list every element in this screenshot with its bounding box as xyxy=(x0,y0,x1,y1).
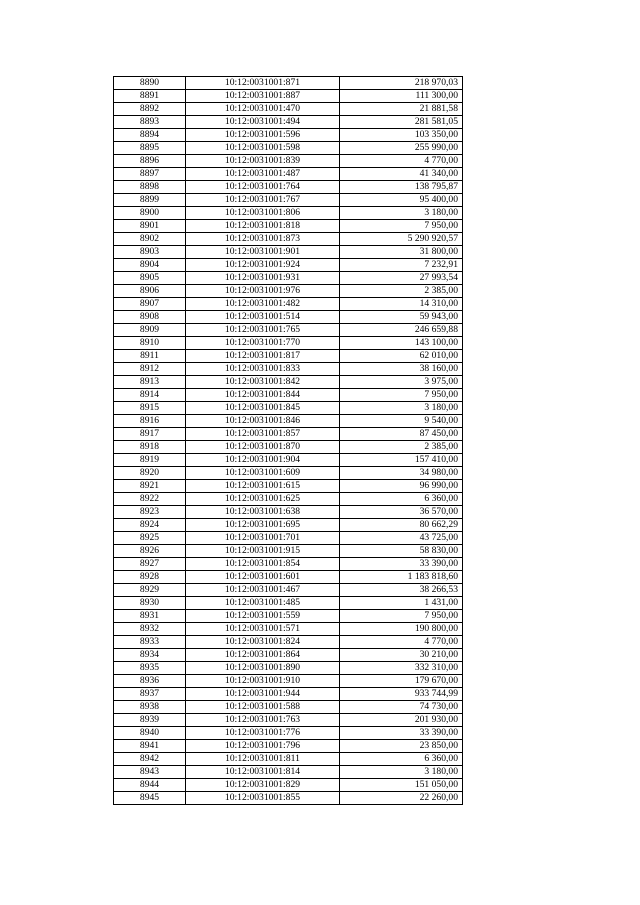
cadastral-number: 10:12:0031001:598 xyxy=(186,142,340,155)
table-row xyxy=(114,584,463,597)
row-number: 8906 xyxy=(114,285,186,298)
row-number: 8938 xyxy=(114,701,186,714)
table-row xyxy=(114,623,463,636)
row-number: 8903 xyxy=(114,246,186,259)
row-number: 8935 xyxy=(114,662,186,675)
cadastral-value: 41 340,00 xyxy=(340,168,463,181)
cadastral-value: 23 850,00 xyxy=(340,740,463,753)
cadastral-value: 179 670,00 xyxy=(340,675,463,688)
table-row xyxy=(114,610,463,623)
table-row xyxy=(114,402,463,415)
cadastral-number: 10:12:0031001:887 xyxy=(186,90,340,103)
table-row xyxy=(114,428,463,441)
row-number: 8932 xyxy=(114,623,186,636)
table-row xyxy=(114,571,463,584)
table-row xyxy=(114,220,463,233)
row-number: 8929 xyxy=(114,584,186,597)
cadastral-value: 80 662,29 xyxy=(340,519,463,532)
cadastral-number: 10:12:0031001:596 xyxy=(186,129,340,142)
cadastral-value: 933 744,99 xyxy=(340,688,463,701)
row-number: 8913 xyxy=(114,376,186,389)
table-row xyxy=(114,116,463,129)
table-row xyxy=(114,688,463,701)
row-number: 8936 xyxy=(114,675,186,688)
cadastral-number: 10:12:0031001:931 xyxy=(186,272,340,285)
cadastral-value: 7 950,00 xyxy=(340,220,463,233)
cadastral-value: 34 980,00 xyxy=(340,467,463,480)
cadastral-value: 157 410,00 xyxy=(340,454,463,467)
row-number: 8945 xyxy=(114,792,186,805)
row-number: 8893 xyxy=(114,116,186,129)
cadastral-value: 9 540,00 xyxy=(340,415,463,428)
table-row xyxy=(114,662,463,675)
table-row xyxy=(114,129,463,142)
row-number: 8901 xyxy=(114,220,186,233)
cadastral-value: 22 260,00 xyxy=(340,792,463,805)
table-row xyxy=(114,714,463,727)
cadastral-value: 2 385,00 xyxy=(340,285,463,298)
row-number: 8920 xyxy=(114,467,186,480)
row-number: 8923 xyxy=(114,506,186,519)
table-row xyxy=(114,740,463,753)
row-number: 8915 xyxy=(114,402,186,415)
cadastral-value: 3 975,00 xyxy=(340,376,463,389)
table-row xyxy=(114,506,463,519)
cadastral-number: 10:12:0031001:845 xyxy=(186,402,340,415)
cadastral-value: 74 730,00 xyxy=(340,701,463,714)
cadastral-number: 10:12:0031001:873 xyxy=(186,233,340,246)
table-row xyxy=(114,753,463,766)
cadastral-number: 10:12:0031001:609 xyxy=(186,467,340,480)
row-number: 8905 xyxy=(114,272,186,285)
cadastral-value: 1 431,00 xyxy=(340,597,463,610)
row-number: 8919 xyxy=(114,454,186,467)
cadastral-value: 3 180,00 xyxy=(340,402,463,415)
cadastral-value: 6 360,00 xyxy=(340,493,463,506)
cadastral-number: 10:12:0031001:765 xyxy=(186,324,340,337)
table-row xyxy=(114,168,463,181)
cadastral-number: 10:12:0031001:842 xyxy=(186,376,340,389)
row-number: 8914 xyxy=(114,389,186,402)
cadastral-number: 10:12:0031001:770 xyxy=(186,337,340,350)
row-number: 8891 xyxy=(114,90,186,103)
table-row xyxy=(114,532,463,545)
table-row xyxy=(114,454,463,467)
table-row xyxy=(114,480,463,493)
cadastral-value: 3 180,00 xyxy=(340,766,463,779)
row-number: 8922 xyxy=(114,493,186,506)
table-row xyxy=(114,311,463,324)
cadastral-number: 10:12:0031001:915 xyxy=(186,545,340,558)
table-row xyxy=(114,558,463,571)
table-row xyxy=(114,792,463,805)
row-number: 8907 xyxy=(114,298,186,311)
cadastral-number: 10:12:0031001:818 xyxy=(186,220,340,233)
cadastral-number: 10:12:0031001:482 xyxy=(186,298,340,311)
cadastral-number: 10:12:0031001:763 xyxy=(186,714,340,727)
cadastral-number: 10:12:0031001:638 xyxy=(186,506,340,519)
cadastral-value: 1 183 818,60 xyxy=(340,571,463,584)
cadastral-number: 10:12:0031001:844 xyxy=(186,389,340,402)
table-row xyxy=(114,285,463,298)
cadastral-number: 10:12:0031001:846 xyxy=(186,415,340,428)
table-row xyxy=(114,493,463,506)
cadastral-value: 36 570,00 xyxy=(340,506,463,519)
table-row xyxy=(114,376,463,389)
cadastral-number: 10:12:0031001:871 xyxy=(186,77,340,90)
cadastral-number: 10:12:0031001:615 xyxy=(186,480,340,493)
row-number: 8904 xyxy=(114,259,186,272)
cadastral-value: 190 800,00 xyxy=(340,623,463,636)
row-number: 8892 xyxy=(114,103,186,116)
table-row xyxy=(114,389,463,402)
cadastral-value: 332 310,00 xyxy=(340,662,463,675)
cadastral-value-table xyxy=(113,76,463,805)
table-row xyxy=(114,207,463,220)
row-number: 8899 xyxy=(114,194,186,207)
cadastral-value: 255 990,00 xyxy=(340,142,463,155)
cadastral-value: 14 310,00 xyxy=(340,298,463,311)
cadastral-number: 10:12:0031001:833 xyxy=(186,363,340,376)
cadastral-value: 4 770,00 xyxy=(340,155,463,168)
cadastral-number: 10:12:0031001:485 xyxy=(186,597,340,610)
cadastral-number: 10:12:0031001:829 xyxy=(186,779,340,792)
row-number: 8941 xyxy=(114,740,186,753)
row-number: 8909 xyxy=(114,324,186,337)
table-row xyxy=(114,727,463,740)
cadastral-value: 2 385,00 xyxy=(340,441,463,454)
cadastral-number: 10:12:0031001:910 xyxy=(186,675,340,688)
cadastral-number: 10:12:0031001:854 xyxy=(186,558,340,571)
cadastral-number: 10:12:0031001:890 xyxy=(186,662,340,675)
cadastral-value: 38 266,53 xyxy=(340,584,463,597)
cadastral-number: 10:12:0031001:588 xyxy=(186,701,340,714)
row-number: 8921 xyxy=(114,480,186,493)
cadastral-value: 95 400,00 xyxy=(340,194,463,207)
cadastral-value: 58 830,00 xyxy=(340,545,463,558)
cadastral-number: 10:12:0031001:701 xyxy=(186,532,340,545)
cadastral-number: 10:12:0031001:817 xyxy=(186,350,340,363)
cadastral-value: 62 010,00 xyxy=(340,350,463,363)
cadastral-value: 6 360,00 xyxy=(340,753,463,766)
row-number: 8900 xyxy=(114,207,186,220)
cadastral-number: 10:12:0031001:559 xyxy=(186,610,340,623)
cadastral-value: 246 659,88 xyxy=(340,324,463,337)
row-number: 8930 xyxy=(114,597,186,610)
row-number: 8910 xyxy=(114,337,186,350)
row-number: 8939 xyxy=(114,714,186,727)
cadastral-number: 10:12:0031001:839 xyxy=(186,155,340,168)
cadastral-number: 10:12:0031001:514 xyxy=(186,311,340,324)
table-body xyxy=(114,77,463,805)
cadastral-number: 10:12:0031001:924 xyxy=(186,259,340,272)
row-number: 8924 xyxy=(114,519,186,532)
cadastral-value: 4 770,00 xyxy=(340,636,463,649)
cadastral-value: 21 881,58 xyxy=(340,103,463,116)
table-row xyxy=(114,298,463,311)
cadastral-value: 103 350,00 xyxy=(340,129,463,142)
cadastral-value: 143 100,00 xyxy=(340,337,463,350)
cadastral-value: 87 450,00 xyxy=(340,428,463,441)
row-number: 8933 xyxy=(114,636,186,649)
table-row xyxy=(114,441,463,454)
cadastral-number: 10:12:0031001:814 xyxy=(186,766,340,779)
cadastral-value: 3 180,00 xyxy=(340,207,463,220)
cadastral-number: 10:12:0031001:601 xyxy=(186,571,340,584)
table-row xyxy=(114,181,463,194)
table-row xyxy=(114,90,463,103)
table-row xyxy=(114,233,463,246)
row-number: 8934 xyxy=(114,649,186,662)
table-row xyxy=(114,337,463,350)
cadastral-value: 5 290 920,57 xyxy=(340,233,463,246)
cadastral-value: 151 050,00 xyxy=(340,779,463,792)
cadastral-value: 33 390,00 xyxy=(340,727,463,740)
cadastral-value: 281 581,05 xyxy=(340,116,463,129)
table-row xyxy=(114,155,463,168)
table-row xyxy=(114,545,463,558)
table-row xyxy=(114,259,463,272)
row-number: 8902 xyxy=(114,233,186,246)
cadastral-value: 218 970,03 xyxy=(340,77,463,90)
cadastral-number: 10:12:0031001:864 xyxy=(186,649,340,662)
table-row xyxy=(114,363,463,376)
cadastral-value: 138 795,87 xyxy=(340,181,463,194)
cadastral-number: 10:12:0031001:806 xyxy=(186,207,340,220)
table-row xyxy=(114,415,463,428)
cadastral-value: 27 993,54 xyxy=(340,272,463,285)
row-number: 8911 xyxy=(114,350,186,363)
cadastral-number: 10:12:0031001:857 xyxy=(186,428,340,441)
table-row xyxy=(114,350,463,363)
cadastral-value: 111 300,00 xyxy=(340,90,463,103)
cadastral-number: 10:12:0031001:467 xyxy=(186,584,340,597)
cadastral-number: 10:12:0031001:764 xyxy=(186,181,340,194)
cadastral-value: 38 160,00 xyxy=(340,363,463,376)
cadastral-value: 7 232,91 xyxy=(340,259,463,272)
table-row xyxy=(114,194,463,207)
cadastral-number: 10:12:0031001:944 xyxy=(186,688,340,701)
cadastral-number: 10:12:0031001:767 xyxy=(186,194,340,207)
row-number: 8897 xyxy=(114,168,186,181)
table-row xyxy=(114,519,463,532)
row-number: 8917 xyxy=(114,428,186,441)
cadastral-number: 10:12:0031001:695 xyxy=(186,519,340,532)
cadastral-value: 31 800,00 xyxy=(340,246,463,259)
cadastral-number: 10:12:0031001:470 xyxy=(186,103,340,116)
row-number: 8940 xyxy=(114,727,186,740)
cadastral-value: 7 950,00 xyxy=(340,389,463,402)
table-row xyxy=(114,77,463,90)
row-number: 8890 xyxy=(114,77,186,90)
row-number: 8943 xyxy=(114,766,186,779)
cadastral-number: 10:12:0031001:571 xyxy=(186,623,340,636)
row-number: 8908 xyxy=(114,311,186,324)
table-row xyxy=(114,649,463,662)
table-row xyxy=(114,701,463,714)
cadastral-number: 10:12:0031001:824 xyxy=(186,636,340,649)
cadastral-value: 33 390,00 xyxy=(340,558,463,571)
table-row xyxy=(114,766,463,779)
row-number: 8944 xyxy=(114,779,186,792)
row-number: 8912 xyxy=(114,363,186,376)
row-number: 8925 xyxy=(114,532,186,545)
table-row xyxy=(114,272,463,285)
row-number: 8895 xyxy=(114,142,186,155)
cadastral-number: 10:12:0031001:776 xyxy=(186,727,340,740)
cadastral-value: 59 943,00 xyxy=(340,311,463,324)
table-row xyxy=(114,779,463,792)
table-row xyxy=(114,636,463,649)
row-number: 8898 xyxy=(114,181,186,194)
table-row xyxy=(114,142,463,155)
cadastral-number: 10:12:0031001:487 xyxy=(186,168,340,181)
cadastral-number: 10:12:0031001:870 xyxy=(186,441,340,454)
cadastral-value: 96 990,00 xyxy=(340,480,463,493)
row-number: 8894 xyxy=(114,129,186,142)
cadastral-number: 10:12:0031001:796 xyxy=(186,740,340,753)
cadastral-value: 201 930,00 xyxy=(340,714,463,727)
cadastral-value: 7 950,00 xyxy=(340,610,463,623)
row-number: 8927 xyxy=(114,558,186,571)
cadastral-number: 10:12:0031001:811 xyxy=(186,753,340,766)
table-row xyxy=(114,103,463,116)
cadastral-number: 10:12:0031001:976 xyxy=(186,285,340,298)
row-number: 8916 xyxy=(114,415,186,428)
row-number: 8937 xyxy=(114,688,186,701)
row-number: 8931 xyxy=(114,610,186,623)
cadastral-number: 10:12:0031001:625 xyxy=(186,493,340,506)
table-row xyxy=(114,467,463,480)
table-row xyxy=(114,246,463,259)
table-row xyxy=(114,597,463,610)
cadastral-number: 10:12:0031001:494 xyxy=(186,116,340,129)
cadastral-number: 10:12:0031001:855 xyxy=(186,792,340,805)
row-number: 8896 xyxy=(114,155,186,168)
table-row xyxy=(114,324,463,337)
table-row xyxy=(114,675,463,688)
cadastral-value: 30 210,00 xyxy=(340,649,463,662)
row-number: 8926 xyxy=(114,545,186,558)
row-number: 8928 xyxy=(114,571,186,584)
cadastral-value: 43 725,00 xyxy=(340,532,463,545)
cadastral-number: 10:12:0031001:901 xyxy=(186,246,340,259)
cadastral-number: 10:12:0031001:904 xyxy=(186,454,340,467)
row-number: 8942 xyxy=(114,753,186,766)
row-number: 8918 xyxy=(114,441,186,454)
